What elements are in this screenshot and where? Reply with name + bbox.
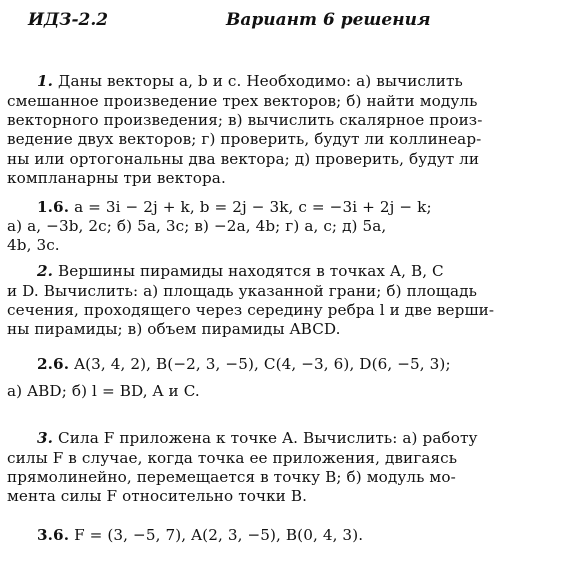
task3-variant-number: 3.6. [37,526,70,544]
task1-line-1 [7,72,555,91]
task1-number: 1. [37,72,54,90]
task3-variant-data: F = (3, −5, 7), A(2, 3, −5), B(0, 4, 3). [74,526,364,544]
task2-text: Вершины пирамиды находятся в точках A, B, C [58,262,444,280]
task2-number: 2. [37,262,54,280]
task3-line-3: прямолинейно, перемещается в точку B; б) модуль мо- [7,468,456,486]
task1-variant-line-3: 4b, 3c. [7,236,60,254]
task1-line-2: смешанное произведение трех векторов; б) найти модуль [7,92,478,110]
task2-variant-number: 2.6. [37,355,70,373]
task2-variant-points: A(3, 4, 2), B(−2, 3, −5), C(4, −3, 6), D(6, −5, 3); [74,355,451,373]
task1-variant-vectors: a = 3i − 2j + k, b = 2j − 3k, c = −3i + 2j − k; [74,198,432,216]
task3-line-2: силы F в случае, когда точка ее приложения, двигаясь [7,449,458,467]
task1-variant-line-2: а) a, −3b, 2c; б) 5a, 3c; в) −2a, 4b; г) a, c; д) 5a, [7,217,387,235]
task3-number: 3. [37,429,54,447]
task3-line-4: мента силы F относительно точки B. [7,487,308,505]
task2-line-2: и D. Вычислить: а) площадь указанной грани; б) площадь [7,282,477,300]
task2-line-1 [7,262,555,281]
task1-variant-number: 1.6. [37,198,70,216]
doc-title: ИДЗ-2.2 [28,10,109,30]
task2-line-3: сечения, проходящего через середину ребра l и две верши- [7,301,495,319]
task1-line-4: ведение двух векторов; г) проверить, будут ли коллинеар- [7,130,482,148]
task2-variant-line-1 [7,355,555,374]
task3-line-1 [7,429,555,448]
task1-variant-line-1 [7,198,555,217]
task2-line-4: ны пирамиды; в) объем пирамиды ABCD. [7,320,341,338]
task3-variant-line-1 [7,526,555,545]
task1-line-3: векторного произведения; в) вычислить скалярное произ- [7,111,483,129]
task1-line-5: ны или ортогональны два вектора; д) проверить, будут ли [7,150,480,168]
variant-title: Вариант 6 решения [226,10,431,30]
task1-text: Даны векторы a, b и c. Необходимо: а) вычислить [58,72,463,90]
task1-line-6: компланарны три вектора. [7,169,226,187]
task3-text: Сила F приложена к точке A. Вычислить: а) работу [58,429,478,447]
task2-variant-line-2: а) ABD; б) l = BD, A и C. [7,382,200,400]
